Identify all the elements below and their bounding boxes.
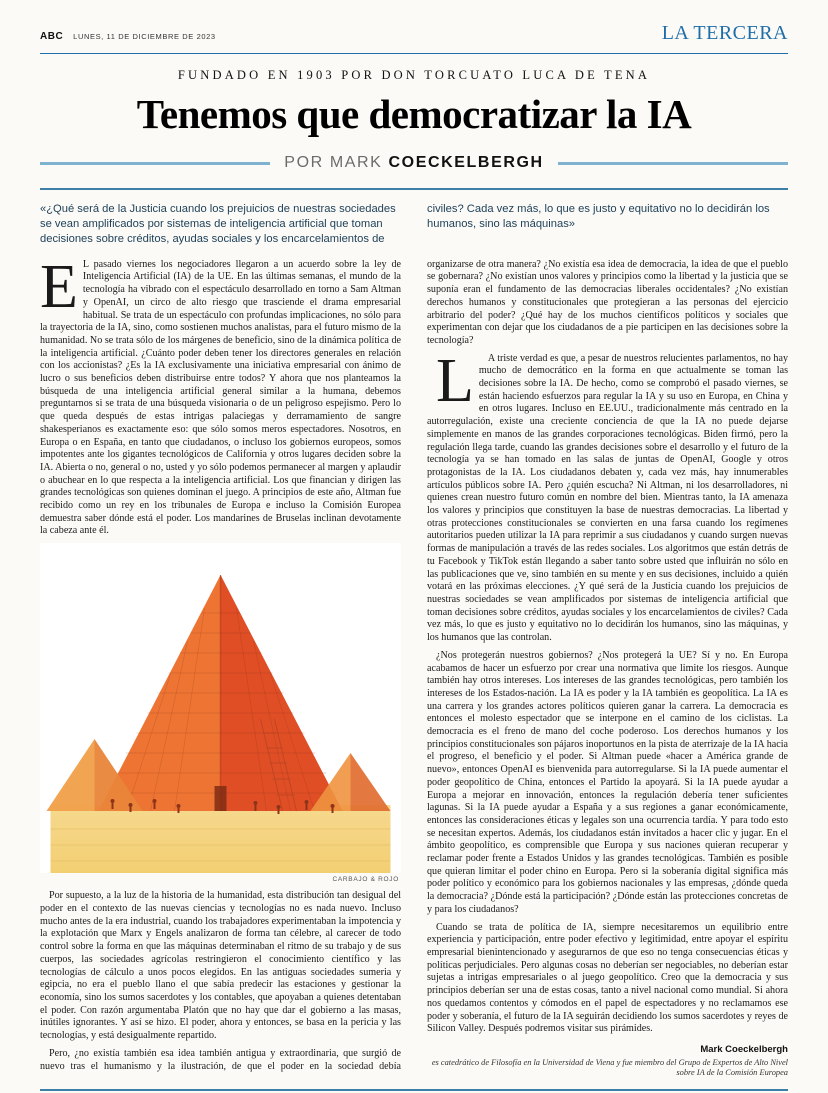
masthead-left [40, 31, 216, 42]
paragraph-3: Pero, ¿no existía también esa idea también antigua y extraordinaria, que surgió de nuevo tras el humanismo y la ilustración, de que el poder en la sociedad debía organizarse de otra manera? ¿No existía esa idea de democracia, la idea de que el pueblo se gobernara? ¿No existían unos valores y principios como la libertad y la justicia que se suponía eran el fundamento de las democracias liberales occidentales? ¿No existían derechos humanos y constitucionales que protegieran a las personas del ejercicio arbitrario del poder? ¿Qué hay de los muchos científicos políticos y sociales que experimentan con dejar que los ciudadanos de a pie participen en las decisiones sobre la tecnología? [40, 258, 788, 1072]
masthead [40, 22, 788, 51]
paragraph-1: EL pasado viernes los negociadores llegaron a un acuerdo sobre la ley de Inteligencia Artificial (IA) de la UE. En las últimas semanas, el mundo de la tecnología ha vibrado con el espectáculo desarrollado en torno a Sam Altman y OpenAI, un circo de alto riesgo que trasciende el drama empresarial habitual. Se trata de un espectáculo con profundas implicaciones, no sólo para la trayectoria de la IA, sino, como sostienen muchos analistas, para el futuro mismo de la humanidad. No se trata sólo de los márgenes de beneficio, sino de la dinámica política de la inteligencia artificial. ¿Cuánto poder deben tener los directores generales en relación con los accionistas? ¿Es la IA exclusivamente una iniciativa empresarial con ánimo de lucro o sus beneficios deben distribuirse entre todos? Y ahora que nos planteamos la búsqueda de una inteligencia artificial general similar a la humana, debemos preguntarnos si se trata de una búsqueda visionaria o de un peligroso espejismo. Pero lo que queda después de estas intrigas palaciegas y derramamiento de sangre shakesperianos es exactamente eso: que sólo somos meros espectadores. Nosotros, en Europa o en España, en tanto que ciudadanos, o incluso los gobiernos europeos, somos impotentes ante los gigantes tecnológicos de California y otros lugares deciden sobre la IA. Abierta o no, general o no, usted y yo sólo podemos permanecer al margen y aplaudir o abuchear en lo que respecta a la inteligencia artificial. Los que financian y dirigen las grandes tecnológicas son quienes dominan el juego. A principios de este año, Altman fue recibido como un rey en los tribunales de Europa e incluso la Comisión Europea demuestra saber dónde está el poder. Los mandarines de Bruselas inclinan devotamente la cabeza ante él. [40, 252, 401, 537]
figure-credit: CARBAJO & ROJO [332, 876, 399, 884]
byline-row [40, 154, 788, 172]
section-brand: LA TERCERA [661, 22, 788, 44]
footer-divider [40, 1089, 788, 1091]
illustration-figure [40, 543, 401, 884]
signature-description: es catedrático de Filosofía en la Universidad de Viena y fue miembro del Grupo de Expertos de Alto Nivel sobre IA de la Comisión Europea [431, 1057, 788, 1078]
signature-name: Mark Coeckelbergh [700, 1043, 788, 1055]
abc-logo: ABC [40, 31, 64, 42]
byline [284, 154, 543, 172]
byline-rule-left [40, 162, 270, 165]
byline-rule-right [558, 162, 788, 165]
byline-prefix: POR MARK [284, 154, 389, 172]
paragraph-4: LA triste verdad es que, a pesar de nuestros relucientes parlamentos, no hay mucho de democrático en la forma en que actualmente se toman las decisiones sobre la IA. De hecho, como se comprobó el pasado viernes, se están haciendo esfuerzos para regular la IA y su uso en Europa, en China y en otros lugares. Incluso en EE.UU., tradicionalmente más centrado en la autorregulación, existe una creciente conciencia de que la IA no puede dejarse simplemente en manos de las grandes corporaciones tecnológicas. Biden firmó, pero la regulación llega tarde, cuando las grandes decisiones sobre el desarrollo y el futuro de la tecnología ya se han tomado en las salas de juntas de OpenAI, Google y otros protagonistas de la IA. Los ciudadanos debaten y, cada vez más, hay innumerables artículos públicos sobre IA. Pero ¿quién escucha? Ni Altman, ni los desarrolladores, ni quienes crean nuestro futuro común en nombre del bien. Mientras tanto, la IA amenaza los valores y principios que constituyen la base de nuestras democracias. La libertad y otras protecciones constitucionales se convierten en una farsa cuando los regímenes autoritarios pueden utilizar la IA para reprimir a sus ciudadanos y cuando surgen nuevas formas de manipulación a través de las redes sociales. Los algoritmos que están detrás de tu Facebook y TikTok están llegando a saber tanto sobre usted que influirán no sólo en las publicaciones que ve, sino también en su mente y en sus decisiones, incluido a quién votará en las próximas elecciones. ¿Y qué será de la Justicia cuando los prejuicios de nuestras sociedades se vean amplificados por sistemas de inteligencia artificial que toman decisiones sobre créditos, ayudas sociales y los encarcelamientos de civiles? Cada vez más, lo que es justo y equitativo no lo decidirán los humanos, sino las máquinas, y los humanos que las controlan. [427, 346, 788, 644]
paragraph-6: Cuando se trata de política de IA, siempre necesitaremos un equilibrio entre experiencia y participación, entre poder efectivo y legitimidad, entre apoyar el espíritu empresarial bienintencionado y asegurarnos de que eso no tenga consecuencias éticas y políticas perjudiciales. Pero algunas cosas no deberían ser negociables, no deberían estar sujetas a intrigas empresariales o al juego geopolítico. Creo que la democracia y sus principios deberían ser una de estas cosas, tanto a nivel nacional como mundial. Si ahora nos quedamos contentos y cómodos en el papel de espectadores y no reclamamos ese poder y soberanía, el futuro de la IA seguirán decidiendo los sumos sacerdotes y reyes de Silicon Valley. Después podremos visitar sus pirámides. [427, 921, 788, 1035]
author-signature [427, 1044, 788, 1079]
lead-divider [40, 188, 788, 190]
article-body [40, 252, 788, 1079]
paragraph-5: ¿Nos protegerán nuestros gobiernos? ¿Nos protegerá la UE? Sí y no. En Europa acabamos de hacer un esfuerzo por crear una normativa que limite los riesgos. Aunque también hay otros intereses. Los intereses de las grandes tecnológicas, pero también los intereses de los Estados-nación. La IA es poder y la IA también es geopolítica. La IA es una carrera y los grandes actores políticos quieren ganar la carrera. La democracia es entonces el molesto espectador que se interpone en el camino de los ciclistas. La democracia es el freno de mano del coche poderoso. Los derechos humanos y los principios constitucionales son pájaros inoportunos en la pista de aterrizaje de la IA hacia el progreso, el beneficio y el poder. Si Altman puede «hacer a América grande de nuevo», entonces OpenAI es bienvenida para autorregularse. Si la IA puede aumentar el poder geopolítico de China, entonces el Partido la apoyará. Si la IA puede ayudar a Europa a mejorar en innovación, entonces la regulación debería tener suficientes lagunas. Si la IA puede ayudar a España y a sus regiones a ganar económicamente, entonces las consideraciones éticas y legales son una ocurrencia tardía. Y para todo esto se necesitan expertos. Además, los ciudadanos están invitados a hacer clic y jugar. En el ámbito geopolítico, es comprensible que Europa y sus naciones quieran recuperar y reclamar poder frente a Estados Unidos y las grandes tecnológicas. También es posible que quieran limitar el poder chino en Europa. Pero si la soberanía digital significa más poder político y económico para los gobiernos nacionales y las empresas, ¿dónde queda la democracia? ¿Dónde está la participación? ¿Dónde están las protecciones concretas de y para los ciudadanos? [427, 649, 788, 915]
page-title: Tenemos que democratizar la IA [136, 91, 692, 137]
masthead-divider [40, 53, 788, 54]
paragraph-2: Por supuesto, a la luz de la historia de la humanidad, esta distribución tan desigual del poder en el contexto de las nuevas ciencias y tecnologías no es nada nuevo. Incluso mucho antes de la era industrial, cuando los trabajadores experimentaban la impotencia y la explotación que Marx y Engels analizaron de forma tan célebre, al carecer de todo control sobre la forma en que las máquinas determinaban el ritmo de su trabajo y de sus cuerpos, las sociedades agrícolas restringieron el conocimiento científico y las tecnologías de cálculo a unos pocos elegidos. En las antiguas sociedades sumeria y egipcia, no era el pueblo llano el que sabía predecir las estaciones y gestionar la economía, sino los sumos sacerdotes y los contables, que apoyaban a quienes detentaban el poder. Con razón argumentaba Platón que no hay que dar el gobierno a las masas, inútiles ignorantes. Y así se hizo. El poder, ahora y entonces, se basa en la pericia y las tecnologías, y está desigualmente repartido. [40, 890, 401, 1042]
pyramid-illustration [40, 543, 401, 873]
lead-quote: «¿Qué será de la Justicia cuando los prejuicios de nuestras sociedades se vean amplificados por sistemas de inteligencia artificial que toman decisiones sobre créditos, ayudas sociales y los encarcelamientos de civiles? Cada vez más, lo que es justo y equitativo no lo decidirán los humanos, sino las máquinas» [40, 203, 770, 245]
masthead-date: LUNES, 11 DE DICIEMBRE DE 2023 [73, 32, 216, 41]
founding-kicker: FUNDADO EN 1903 POR DON TORCUATO LUCA DE TENA [177, 68, 651, 82]
byline-author: COECKELBERGH [388, 154, 544, 172]
